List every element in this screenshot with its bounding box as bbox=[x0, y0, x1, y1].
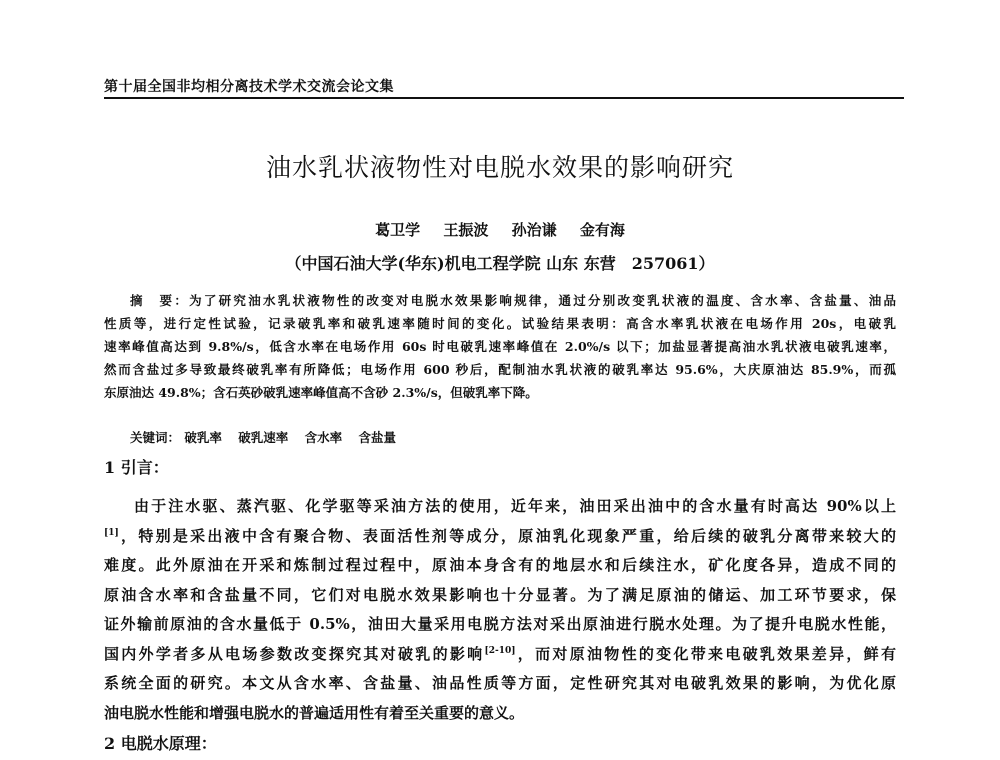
paragraph-line: 油电脱水性能和增强电脱水的普遍适用性有着至关重要的意义。 bbox=[104, 703, 525, 722]
section-heading bbox=[104, 455, 169, 478]
section-heading bbox=[104, 731, 217, 754]
paragraph-line: 由于注水驱、蒸汽驱、化学驱等采油方法的使用，近年来，油田采出油中的含水量有时高达 90%以上 bbox=[134, 497, 896, 515]
abstract-line: 东原油达 49.8%；含石英砂破乳速率峰值高不含砂 2.3%/s，但破乳率下降。 bbox=[104, 385, 538, 400]
citation: [1] bbox=[104, 527, 119, 538]
keyword: 破乳速率 bbox=[238, 430, 289, 445]
section-1-paragraph bbox=[104, 492, 896, 728]
abstract-line: 摘 要：为了研究油水乳状液物性的改变对电脱水效果影响规律，通过分别改变乳状液的温度、含水率、含盐量、油品 bbox=[130, 293, 896, 308]
citation: [2-10] bbox=[484, 645, 516, 656]
author-name: 金有海 bbox=[579, 221, 625, 239]
paragraph-line: 证外输前原油的含水量低于 0.5%，油田大量采用电脱方法对采出原油进行脱水处理。为了提升电脱水性能， bbox=[104, 615, 896, 633]
affiliation: （中国石油大学(华东)机电工程学院 山东 东营 257061） bbox=[285, 254, 715, 273]
abstract-line: 性质等，进行定性试验，记录破乳率和破乳速率随时间的变化。试验结果表明：高含水率乳状液在电场作用 20s，电破乳 bbox=[104, 316, 896, 331]
paragraph-line: 系统全面的研究。本文从含水率、含盐量、油品性质等方面，定性研究其对电破乳效果的影响，为优化原 bbox=[104, 674, 896, 692]
abstract bbox=[104, 289, 896, 404]
keyword: 含水率 bbox=[304, 430, 343, 445]
keywords bbox=[130, 428, 408, 446]
section-number: 1 bbox=[104, 458, 116, 477]
section-title: 电脱水原理： bbox=[120, 734, 217, 753]
keyword: 破乳率 bbox=[184, 430, 222, 445]
keywords-label: 关键词： bbox=[130, 430, 181, 445]
paper-title: 油水乳状液物性对电脱水效果的影响研究 bbox=[265, 153, 734, 182]
author-name: 王振波 bbox=[443, 221, 489, 239]
keyword: 含盐量 bbox=[358, 430, 397, 445]
abstract-label: 摘 要： bbox=[130, 293, 190, 308]
author-name: 葛卫学 bbox=[375, 221, 421, 239]
paragraph-line: 难度。此外原油在开采和炼制过程过程中，原油本身含有的地层水和后续注水，矿化度各异，造成不同的 bbox=[104, 556, 896, 574]
paragraph-line: 国内外学者多从电场参数改变探究其对破乳的影响[2-10]，而对原油物性的变化带来电破乳效果差异，鲜有 bbox=[104, 644, 896, 663]
author-list bbox=[0, 219, 1000, 240]
section-number: 2 bbox=[104, 734, 116, 753]
section-title: 引言： bbox=[120, 458, 169, 477]
abstract-line: 然而含盐过多导致最终破乳率有所降低；电场作用 600 秒后，配制油水乳状液的破乳率达 95.6%，大庆原油达 85.9%，而孤 bbox=[104, 362, 896, 377]
running-header: 第十届全国非均相分离技术学术交流会论文集 bbox=[104, 79, 394, 95]
paragraph-line: [1]，特别是采出液中含有聚合物、表面活性剂等成分，原油乳化现象严重，给后续的破乳分离带来较大的 bbox=[104, 526, 896, 545]
abstract-line: 速率峰值高达到 9.8%/s，低含水率在电场作用 60s 时电破乳速率峰值在 2.0%/s 以下；加盐显著提高油水乳状液电破乳速率， bbox=[104, 339, 896, 354]
header-rule bbox=[104, 97, 904, 99]
author-name: 孙治谦 bbox=[511, 221, 557, 239]
paragraph-line: 原油含水率和含盐量不同，它们对电脱水效果影响也十分显著。为了满足原油的储运、加工环节要求，保 bbox=[104, 585, 896, 604]
